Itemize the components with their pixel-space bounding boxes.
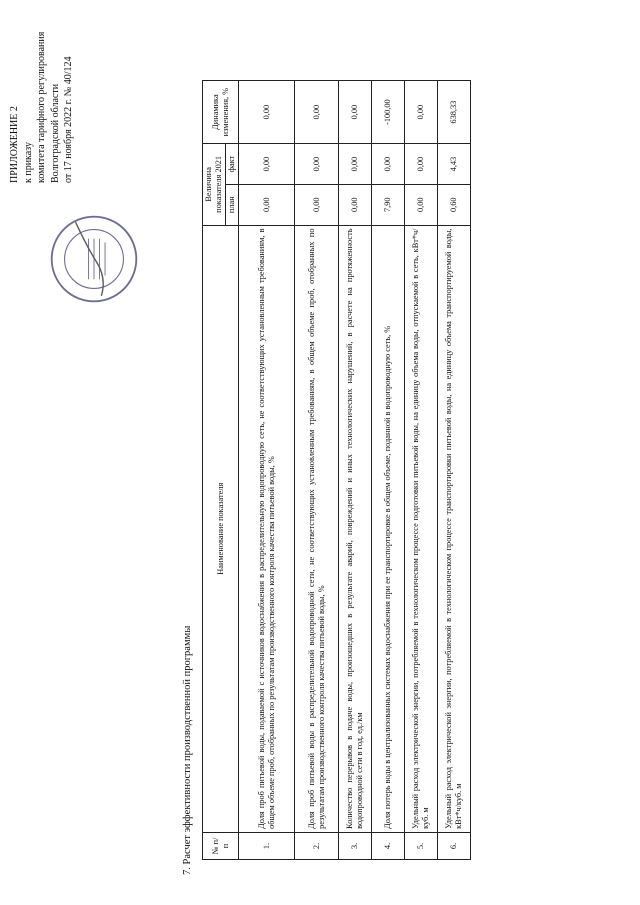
header-line: ПРИЛОЖЕНИЕ 2: [9, 106, 20, 183]
dynamics-value: 638,33: [438, 81, 471, 144]
row-number: 6.: [438, 832, 471, 859]
header-line: Волгоградской области: [49, 83, 61, 183]
dynamics-value: 0,00: [239, 81, 295, 144]
table-row: [438, 81, 471, 860]
table-row: [339, 81, 372, 860]
appendix-header: [8, 13, 76, 183]
dynamics-value: -100,00: [372, 81, 405, 144]
table-row: [405, 81, 438, 860]
dynamics-value: 0,00: [405, 81, 438, 144]
table-row: [295, 81, 339, 860]
column-header-fact: факт: [226, 144, 239, 185]
plan-value: 0,00: [405, 184, 438, 225]
fact-value: 0,00: [239, 144, 295, 185]
column-header-value: Величина показателя 2021: [203, 144, 226, 225]
fact-value: 0,00: [405, 144, 438, 185]
row-number: 4.: [372, 832, 405, 859]
column-header-plan: план: [226, 184, 239, 225]
row-number: 5.: [405, 832, 438, 859]
row-number: 1.: [239, 832, 295, 859]
dynamics-value: 0,00: [339, 81, 372, 144]
fact-value: 0,00: [295, 144, 339, 185]
plan-value: 0,60: [438, 184, 471, 225]
plan-value: 0,00: [239, 184, 295, 225]
header-line: к приказу: [22, 142, 34, 183]
plan-value: 7,90: [372, 184, 405, 225]
indicator-name: Доля проб питьевой воды, подаваемой с источников водоснабжения в распределительную водопроводную сеть, не соответствующих установленным требованиям, в общем объеме проб, отобранных по результатам производственного контроля качества питьевой воды, %: [239, 225, 295, 832]
table-header-row: [203, 81, 226, 860]
indicator-name: Удельный расход электрической энергии, потребляемой в технологическом процессе подготовки питьевой воды, на единицу объема воды, отпускаемой в сеть, кВт*ч/куб. м: [405, 225, 438, 832]
table-row: [239, 81, 295, 860]
official-seal-icon: [48, 213, 140, 305]
header-line: комитета тарифного регулирования: [36, 31, 47, 183]
dynamics-value: 0,00: [295, 81, 339, 144]
table-row: [372, 81, 405, 860]
plan-value: 0,00: [339, 184, 372, 225]
indicator-name: Доля проб питьевой воды в распределительной водопроводной сети, не соответствующих установленным требованиям, в общем объеме проб, отобранных по результатам производственного контроля качества питьевой воды, %: [295, 225, 339, 832]
section-title: 7. Расчет эффективности производственной программы: [182, 625, 193, 875]
plan-value: 0,00: [295, 184, 339, 225]
indicator-name: Доля потерь воды в централизованных системах водоснабжения при ее транспортировке в общем объеме, поданной в водопроводную сеть, %: [372, 225, 405, 832]
column-header-dynamics: Динамика изменения, %: [203, 81, 239, 144]
column-header-num: № п/п: [203, 832, 239, 859]
indicator-name: Количество перерывов в подаче воды, произошедших в результате аварий, повреждений и иных технологических нарушений, в расчете на протяженность водопроводной сети в год, ед./км: [339, 225, 372, 832]
fact-value: 4,43: [438, 144, 471, 185]
fact-value: 0,00: [339, 144, 372, 185]
header-line: от 17 ноября 2022 г. № 40/124: [63, 56, 74, 183]
efficiency-table: [202, 80, 471, 860]
column-header-name: Наименование показателя: [203, 225, 239, 832]
row-number: 2.: [295, 832, 339, 859]
row-number: 3.: [339, 832, 372, 859]
indicator-name: Удельный расход электрической энергии, потребляемой в технологическом процессе транспортировки питьевой воды, на единицу объема транспортируемой воды, кВт*ч/куб. м: [438, 225, 471, 832]
fact-value: 0,00: [372, 144, 405, 185]
